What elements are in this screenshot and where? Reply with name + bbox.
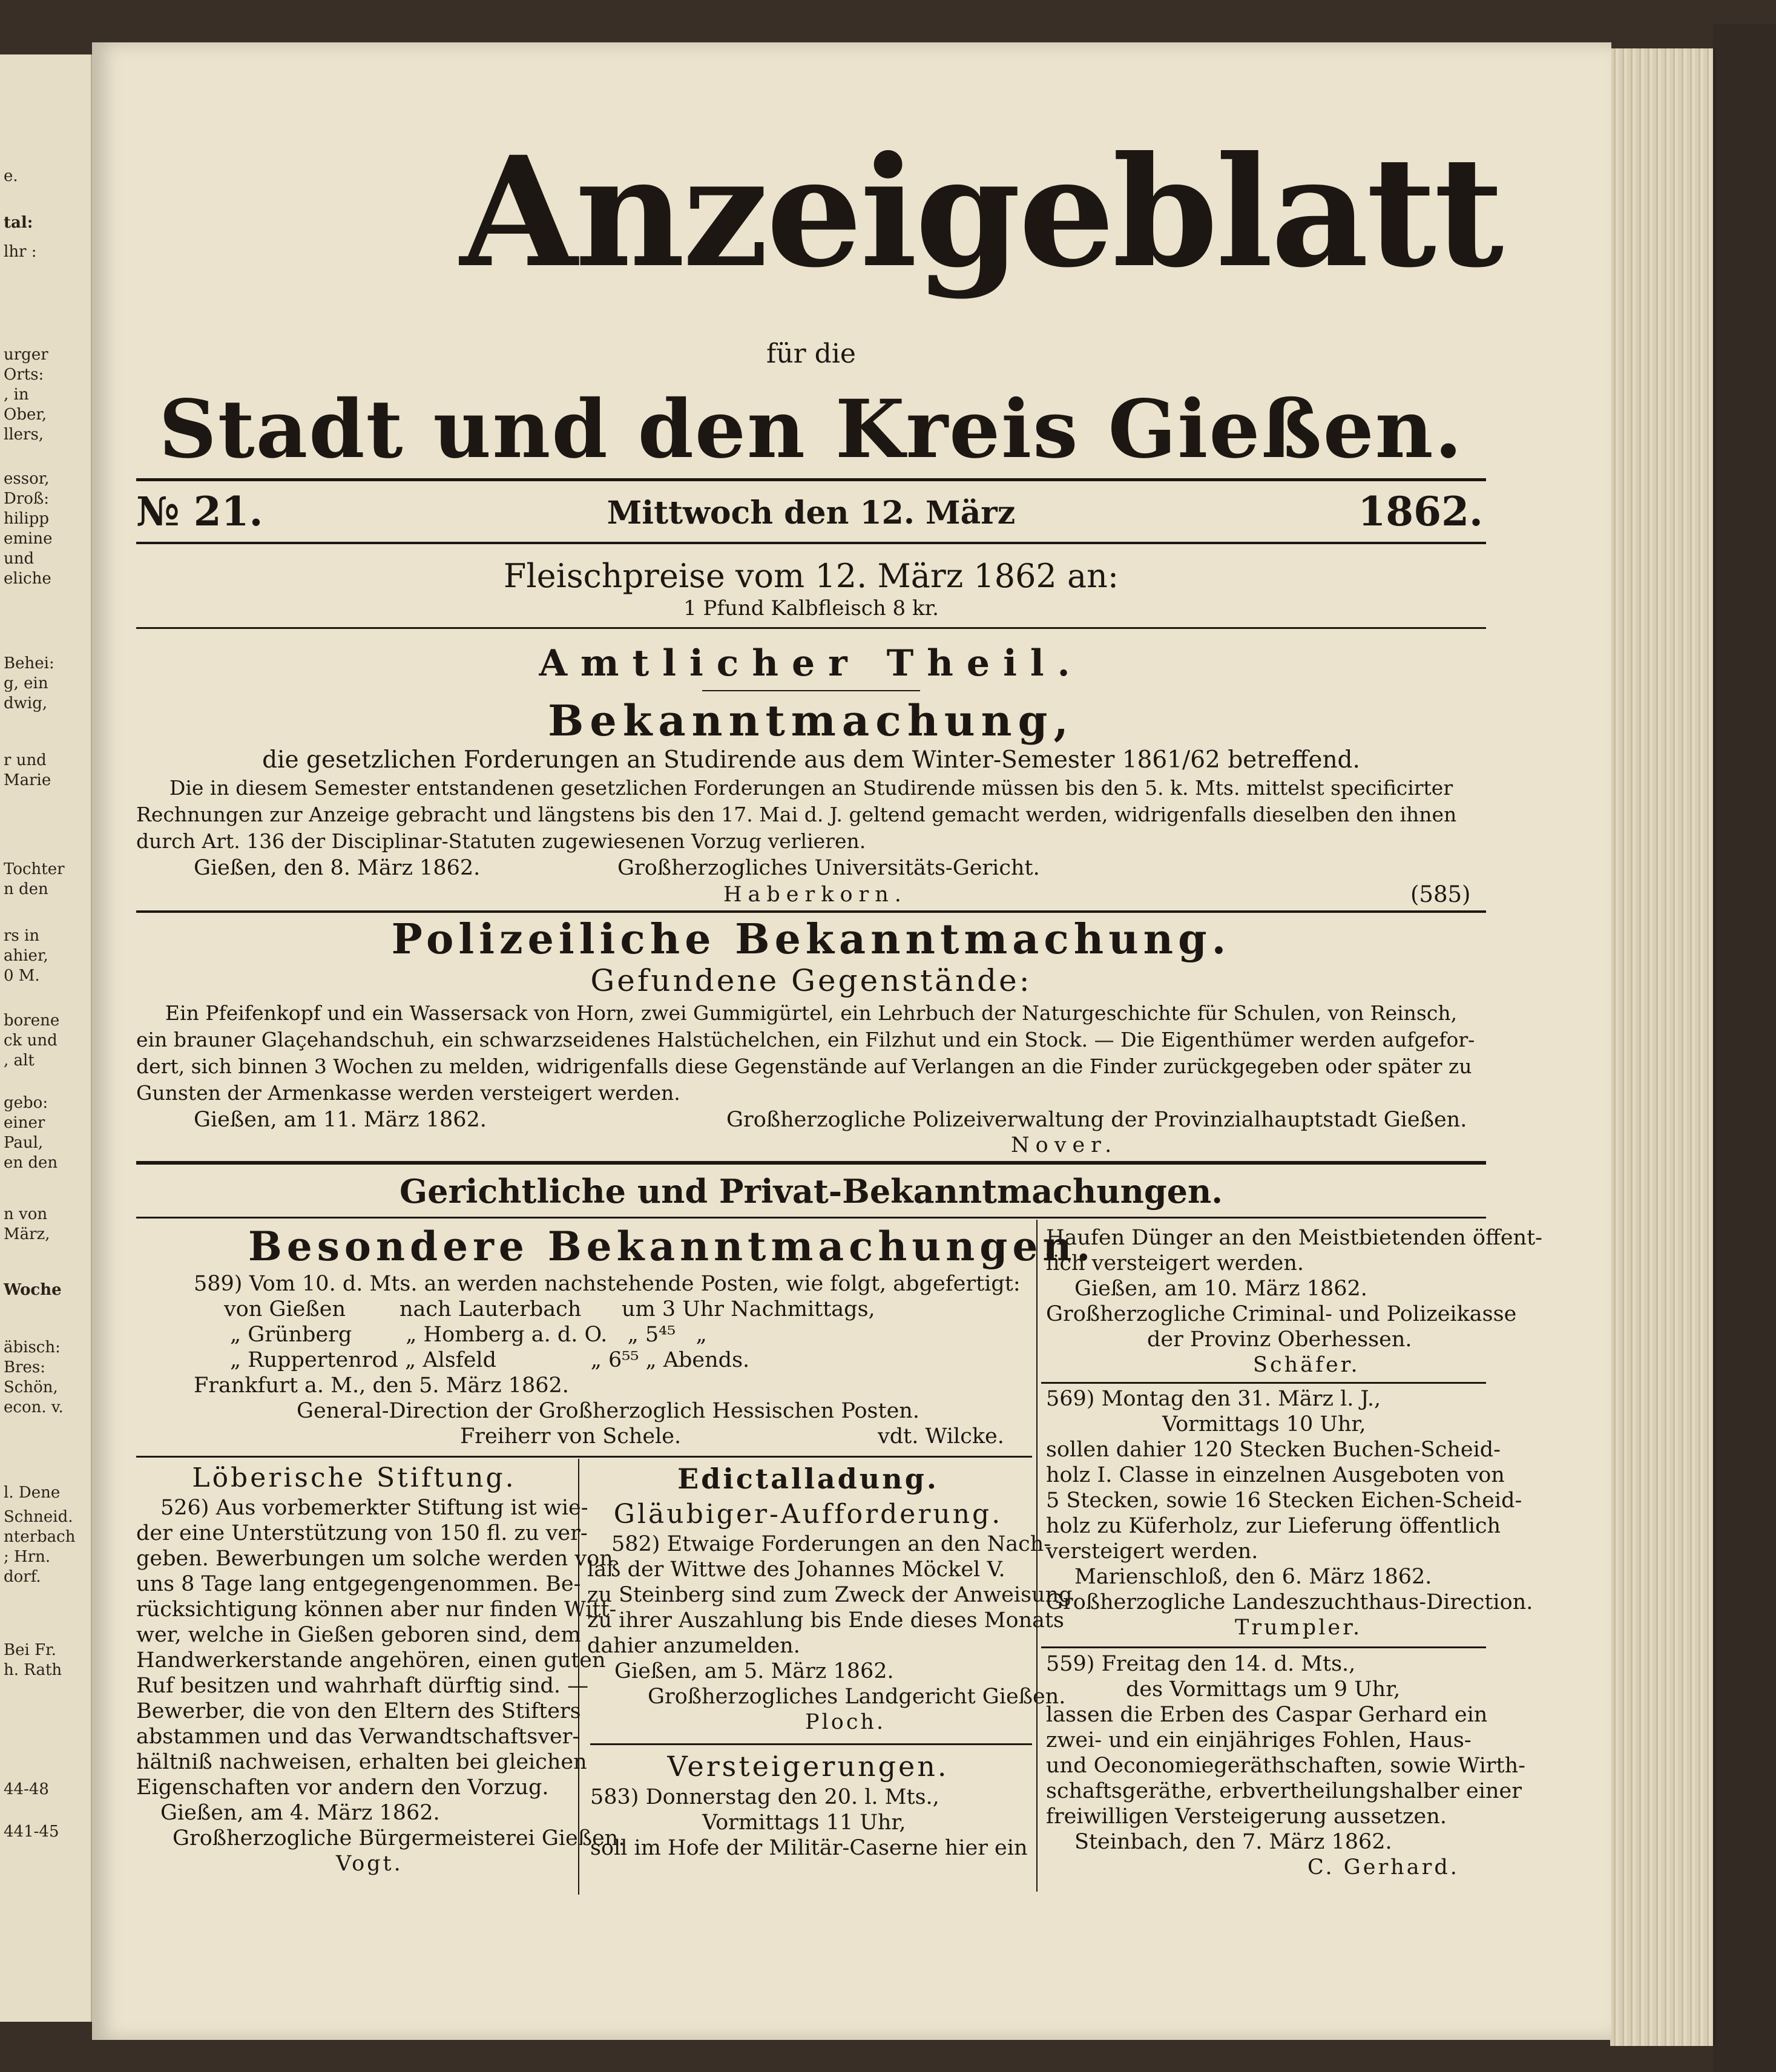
margin-fragment: Orts:: [4, 366, 44, 384]
loeberische-line: wer, welche in Gießen geboren sind, dem: [136, 1623, 581, 1647]
book-cover: [1713, 24, 1776, 2072]
section-rule-thick: [136, 1161, 1486, 1165]
notice-569-line: 5 Stecken, sowie 16 Stecken Eichen-Scheid-: [1046, 1488, 1522, 1513]
besondere-line: von Gießen nach Lauterbach um 3 Uhr Nachmittags,: [224, 1297, 875, 1321]
section-rule: [136, 910, 1486, 913]
margin-fragment: hilipp: [4, 510, 49, 528]
bekanntmachung-subject: die gesetzlichen Forderungen an Studirende aus dem Winter-Semester 1861/62 betreffend.: [262, 746, 1360, 774]
fleischpreise-line: 1 Pfund Kalbfleisch 8 kr.: [683, 596, 939, 620]
margin-fragment: urger: [4, 346, 48, 364]
notice-569-line: Vormittags 10 Uhr,: [1162, 1412, 1366, 1436]
margin-fragment: borene: [4, 1011, 60, 1030]
edictal-signature: Ploch.: [805, 1710, 886, 1734]
loeberische-line: Bewerber, die von den Eltern des Stifters: [136, 1699, 581, 1723]
margin-fragment: ; Hrn.: [4, 1548, 51, 1566]
section-rule: [136, 1456, 1032, 1458]
notice-569-line: versteigert werden.: [1046, 1539, 1258, 1564]
bekanntmachung-line: Rechnungen zur Anzeige gebracht und längstens bis den 17. Mai d. J. geltend gemacht werden, widrigenfalls dieselben den ihnen: [136, 803, 1457, 826]
right-top-line: Haufen Dünger an den Meistbietenden öffent-: [1046, 1226, 1542, 1250]
loeberische-line: abstammen und das Verwandtschaftsver-: [136, 1725, 580, 1749]
margin-fragment: essor,: [4, 470, 50, 488]
margin-fragment: 441-45: [4, 1823, 59, 1841]
polizei-line: ein brauner Glaçehandschuh, ein schwarzseidenes Halstüchelchen, ein Filzhut und ein Stock. — Die Eigenthümer werden aufgefor-: [136, 1028, 1475, 1051]
masthead-subtitle: Stadt und den Kreis Gießen.: [159, 383, 1464, 476]
besondere-line: General-Direction der Großherzoglich Hessischen Posten.: [297, 1399, 919, 1423]
notice-559-line: schaftsgeräthe, erbvertheilungshalber einer: [1046, 1779, 1522, 1803]
besondere-line: 589) Vom 10. d. Mts. an werden nachstehende Posten, wie folgt, abgefertigt:: [194, 1272, 1021, 1296]
besondere-title: Besondere Bekanntmachungen.: [248, 1223, 1096, 1270]
masthead-rule-top: [136, 478, 1486, 481]
short-rule: [702, 690, 920, 691]
besondere-vdt: vdt. Wilcke.: [878, 1424, 1004, 1449]
masthead-fuer-die: für die: [766, 338, 856, 369]
loeberische-line: Handwerkerstande angehören, einen guten: [136, 1648, 606, 1672]
notice-569-line: sollen dahier 120 Stecken Buchen-Scheid-: [1046, 1438, 1501, 1462]
margin-fragment: und: [4, 550, 35, 568]
bekanntmachung-ref: (585): [1410, 881, 1471, 907]
polizei-place-date: Gießen, am 11. März 1862.: [194, 1108, 487, 1132]
margin-fragment: Droß:: [4, 490, 50, 508]
notice-569-line: 569) Montag den 31. März l. J.,: [1046, 1387, 1381, 1411]
margin-fragment: ck und: [4, 1031, 58, 1050]
notice-559-signature: C. Gerhard.: [1307, 1855, 1459, 1880]
edictal-subtitle: Gläubiger-Aufforderung.: [613, 1499, 1003, 1530]
versteigerungen-line: 583) Donnerstag den 20. l. Mts.,: [590, 1785, 939, 1809]
loeberische-title: Löberische Stiftung.: [192, 1462, 516, 1493]
issue-year: 1862.: [1358, 488, 1483, 535]
margin-fragment: Marie: [4, 771, 51, 789]
polizei-subtitle: Gefundene Gegenstände:: [590, 963, 1032, 998]
margin-fragment: März,: [4, 1225, 50, 1243]
margin-fragment: nterbach: [4, 1528, 76, 1546]
margin-fragment: Woche: [4, 1281, 62, 1299]
margin-fragment: Ober,: [4, 406, 47, 424]
polizei-line: Ein Pfeifenkopf und ein Wassersack von Horn, zwei Gummigürtel, ein Lehrbuch der Naturgeschichte für Schulen, von Reinsch,: [165, 1001, 1458, 1025]
versteigerungen-title: Versteigerungen.: [667, 1750, 949, 1783]
left-page-margin: [0, 54, 92, 2022]
loeberische-line: der eine Unterstützung von 150 fl. zu ver-: [136, 1521, 588, 1545]
edictal-line: zu ihrer Auszahlung bis Ende dieses Monats: [587, 1608, 1065, 1633]
edictal-title: Edictalladung.: [677, 1462, 939, 1495]
right-top-line: lich versteigert werden.: [1046, 1251, 1304, 1275]
besondere-line: „ Grünberg „ Homberg a. d. O. „ 5⁴⁵ „: [230, 1323, 707, 1347]
loeberische-signature: Vogt.: [336, 1852, 403, 1876]
besondere-signature: Freiherr von Schele.: [460, 1424, 682, 1449]
right-top-line: Gießen, am 10. März 1862.: [1074, 1277, 1367, 1301]
right-top-line: Großherzogliche Criminal- und Polizeikasse: [1046, 1302, 1517, 1326]
polizei-authority: Großherzogliche Polizeiverwaltung der Provinzialhauptstadt Gießen.: [726, 1108, 1467, 1132]
notice-569-line: holz zu Küferholz, zur Lieferung öffentlich: [1046, 1514, 1501, 1538]
besondere-line: „ Ruppertenrod „ Alsfeld „ 6⁵⁵ „ Abends.: [230, 1348, 750, 1372]
margin-fragment: lhr :: [4, 243, 37, 261]
margin-fragment: Paul,: [4, 1134, 44, 1152]
edictal-line: Großherzogliches Landgericht Gießen.: [648, 1685, 1066, 1709]
loeberische-line: rücksichtigung können aber nur finden Witt-: [136, 1597, 617, 1622]
versteigerungen-line: soll im Hofe der Militär-Caserne hier ein: [590, 1836, 1028, 1860]
amtlich-heading: Amtlicher Theil.: [539, 642, 1084, 685]
margin-fragment: 44-48: [4, 1780, 49, 1798]
besondere-line: Frankfurt a. M., den 5. März 1862.: [194, 1373, 569, 1398]
loeberische-line: geben. Bewerbungen um solche werden von: [136, 1547, 613, 1571]
margin-fragment: äbisch:: [4, 1338, 61, 1357]
notice-569-line: Marienschloß, den 6. März 1862.: [1074, 1565, 1432, 1589]
margin-fragment: 0 M.: [4, 967, 40, 985]
margin-fragment: Schneid.: [4, 1508, 73, 1526]
notice-559-line: freiwilligen Versteigerung aussetzen.: [1046, 1804, 1447, 1829]
notice-559-line: des Vormittags um 9 Uhr,: [1126, 1677, 1401, 1702]
margin-fragment: dorf.: [4, 1568, 41, 1586]
edictal-line: Gießen, am 5. März 1862.: [614, 1659, 894, 1683]
loeberische-line: Großherzogliche Bürgermeisterei Gießen.: [173, 1826, 625, 1850]
loeberische-line: Gießen, am 4. März 1862.: [160, 1801, 440, 1825]
masthead-title: Anzeigeblatt: [460, 123, 1502, 301]
margin-fragment: r und: [4, 751, 47, 769]
margin-fragment: Bres:: [4, 1358, 46, 1376]
margin-fragment: , alt: [4, 1051, 35, 1070]
margin-fragment: n von: [4, 1205, 48, 1223]
notice-559-line: Steinbach, den 7. März 1862.: [1074, 1830, 1392, 1854]
polizei-line: dert, sich binnen 3 Wochen zu melden, widrigenfalls diese Gegenstände auf Verlangen an die Finder zurückgegeben oder später zu: [136, 1054, 1472, 1078]
margin-fragment: ahier,: [4, 947, 48, 965]
loeberische-line: hältniß nachweisen, erhalten bei gleichen: [136, 1750, 587, 1774]
polizei-signature: Nover.: [1011, 1133, 1118, 1157]
right-top-signature: Schäfer.: [1253, 1353, 1360, 1377]
margin-fragment: h. Rath: [4, 1661, 62, 1679]
polizei-line: Gunsten der Armenkasse werden versteigert werden.: [136, 1081, 680, 1105]
bekanntmachung-place-date: Gießen, den 8. März 1862.: [194, 856, 481, 880]
margin-fragment: , in: [4, 386, 29, 404]
margin-fragment: Schön,: [4, 1378, 58, 1396]
margin-fragment: dwig,: [4, 694, 48, 712]
margin-fragment: einer: [4, 1114, 45, 1132]
loeberische-line: uns 8 Tage lang entgegengenommen. Be-: [136, 1572, 581, 1596]
loeberische-line: Ruf besitzen und wahrhaft dürftig sind. —: [136, 1674, 589, 1698]
margin-fragment: l. Dene: [4, 1484, 61, 1502]
loeberische-line: 526) Aus vorbemerkter Stiftung ist wie-: [160, 1496, 588, 1520]
page-edges: [1610, 48, 1715, 2046]
margin-fragment: emine: [4, 530, 53, 548]
margin-fragment: en den: [4, 1154, 58, 1172]
margin-fragment: llers,: [4, 426, 44, 444]
issue-date: Mittwoch den 12. März: [607, 495, 1016, 531]
notice-569-line: Großherzogliche Landeszuchthaus-Direction.: [1046, 1590, 1533, 1614]
versteigerungen-line: Vormittags 11 Uhr,: [702, 1811, 906, 1835]
edictal-line: 582) Etwaige Forderungen an den Nach-: [611, 1532, 1051, 1556]
section-rule: [136, 627, 1486, 629]
notice-559-line: und Oeconomiegeräthschaften, sowie Wirth-: [1046, 1754, 1525, 1778]
margin-fragment: Behei:: [4, 654, 54, 673]
notice-559-line: lassen die Erben des Caspar Gerhard ein: [1046, 1703, 1488, 1727]
issue-number: № 21.: [136, 488, 263, 535]
bekanntmachung-line: durch Art. 136 der Disciplinar-Statuten zugewiesenen Vorzug verlieren.: [136, 829, 866, 853]
section-rule: [136, 1217, 1486, 1219]
margin-fragment: rs in: [4, 927, 40, 945]
loeberische-line: Eigenschaften vor andern den Vorzug.: [136, 1775, 549, 1800]
margin-fragment: g, ein: [4, 674, 48, 692]
edictal-line: laß der Wittwe des Johannes Möckel V.: [587, 1557, 1005, 1582]
masthead-rule-bottom: [136, 542, 1486, 544]
edictal-line: zu Steinberg sind zum Zweck der Anweisung: [587, 1583, 1073, 1607]
section-rule: [590, 1743, 1032, 1745]
margin-fragment: gebo:: [4, 1094, 48, 1112]
gericht-heading: Gerichtliche und Privat-Bekanntmachungen.: [399, 1172, 1223, 1211]
right-top-line: der Provinz Oberhessen.: [1147, 1327, 1412, 1352]
bekanntmachung-authority: Großherzogliches Universitäts-Gericht.: [617, 856, 1040, 880]
margin-fragment: eliche: [4, 570, 51, 588]
bekanntmachung-title: Bekanntmachung,: [548, 696, 1074, 746]
margin-fragment: tal:: [4, 214, 33, 232]
fleischpreise-heading: Fleischpreise vom 12. März 1862 an:: [503, 557, 1119, 595]
bekanntmachung-signature: Haberkorn.: [723, 883, 907, 907]
margin-fragment: e.: [4, 167, 18, 185]
notice-569-line: holz I. Classe in einzelnen Ausgeboten von: [1046, 1463, 1505, 1487]
margin-fragment: Bei Fr.: [4, 1641, 56, 1659]
section-rule: [1041, 1382, 1486, 1384]
margin-fragment: econ. v.: [4, 1398, 64, 1416]
margin-fragment: Tochter: [4, 860, 65, 878]
polizei-title: Polizeiliche Bekanntmachung.: [391, 915, 1231, 964]
notice-559-line: zwei- und ein einjähriges Fohlen, Haus-: [1046, 1728, 1472, 1752]
notice-569-signature: Trumpler.: [1235, 1616, 1363, 1640]
notice-559-line: 559) Freitag den 14. d. Mts.,: [1046, 1652, 1356, 1676]
bekanntmachung-line: Die in diesem Semester entstandenen gesetzlichen Forderungen an Studirende müssen bis den 5. k. Mts. mittelst specificirter: [169, 776, 1453, 800]
edictal-line: dahier anzumelden.: [587, 1634, 800, 1658]
margin-fragment: n den: [4, 880, 48, 898]
section-rule: [1041, 1646, 1486, 1648]
